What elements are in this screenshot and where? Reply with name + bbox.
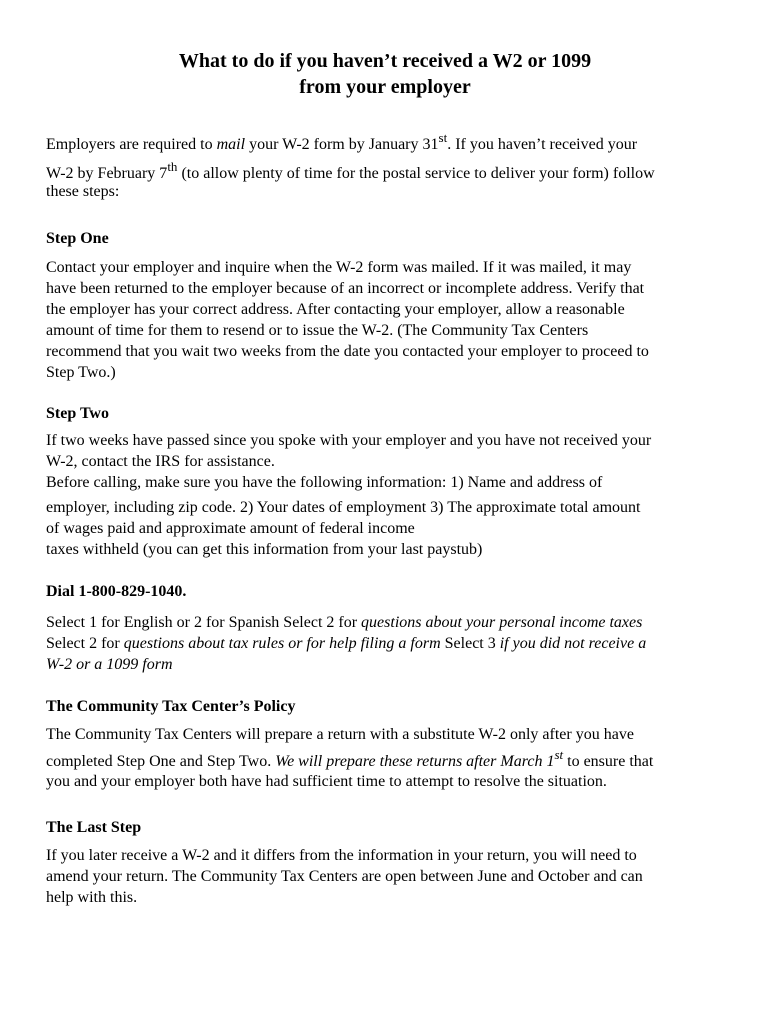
step-one-heading: Step One (46, 230, 109, 247)
last-step-line: help with this. (46, 889, 138, 906)
dial-body (46, 612, 736, 675)
step-two-line: of wages paid and approximate amount of federal income (46, 520, 415, 537)
step-one-line: amount of time for them to resend or to issue the W-2. (The Community Tax Centers (46, 322, 589, 339)
step-two-line: Before calling, make sure you have the following information: 1) Name and address of (46, 474, 603, 491)
intro-line-2: W-2 by February 7th (to allow plenty of time for the postal service to deliver your form) follow (46, 158, 655, 182)
step-one-line: Contact your employer and inquire when the W-2 form was mailed. If it was mailed, it may (46, 259, 632, 276)
step-one-line: recommend that you wait two weeks from the date you contacted your employer to proceed to (46, 343, 649, 360)
policy-heading: The Community Tax Center’s Policy (46, 698, 296, 715)
step-two-line: If two weeks have passed since you spoke with your employer and you have not received your (46, 432, 652, 449)
policy-line-1: The Community Tax Centers will prepare a return with a substitute W-2 only after you have (46, 726, 634, 743)
step-two-body (46, 430, 736, 560)
title-line-2: from your employer (299, 76, 471, 98)
last-step-body (46, 845, 736, 908)
step-one-line: have been returned to the employer because of an incorrect or incomplete address. Verify that (46, 280, 645, 297)
dial-heading: Dial 1-800-829-1040. (46, 583, 187, 600)
intro-line-3: these steps: (46, 183, 120, 200)
intro-paragraph (46, 129, 736, 202)
title-line-1: What to do if you haven’t received a W2 or 1099 (178, 50, 592, 72)
dial-line-1: Select 1 for English or 2 for Spanish Select 2 for questions about your personal income taxes (46, 614, 643, 631)
dial-line-2: Select 2 for questions about tax rules or for help filing a form Select 3 if you did not receive a (46, 635, 647, 652)
last-step-line: If you later receive a W-2 and it differs from the information in your return, you will need to (46, 847, 637, 864)
step-one-line: Step Two.) (46, 364, 116, 381)
step-two-heading: Step Two (46, 405, 109, 422)
intro-line-1: Employers are required to mail your W-2 form by January 31st. If you haven’t received your (46, 129, 638, 153)
last-step-heading: The Last Step (46, 819, 142, 836)
step-two-line: taxes withheld (you can get this information from your last paystub) (46, 541, 483, 558)
dial-line-3: W-2 or a 1099 form (46, 656, 173, 673)
step-one-body (46, 257, 736, 383)
policy-line-3: you and your employer both have had sufficient time to attempt to resolve the situation. (46, 773, 607, 790)
last-step-line: amend your return. The Community Tax Centers are open between June and October and can (46, 868, 643, 885)
step-two-line: employer, including zip code. 2) Your dates of employment 3) The approximate total amount (46, 499, 641, 516)
policy-body (46, 724, 736, 792)
document-title (0, 48, 770, 100)
step-one-line: the employer has your correct address. After contacting your employer, allow a reasonable (46, 301, 625, 318)
policy-line-2: completed Step One and Step Two. We will prepare these returns after March 1st to ensure that (46, 746, 654, 770)
step-two-line: W-2, contact the IRS for assistance. (46, 453, 275, 470)
